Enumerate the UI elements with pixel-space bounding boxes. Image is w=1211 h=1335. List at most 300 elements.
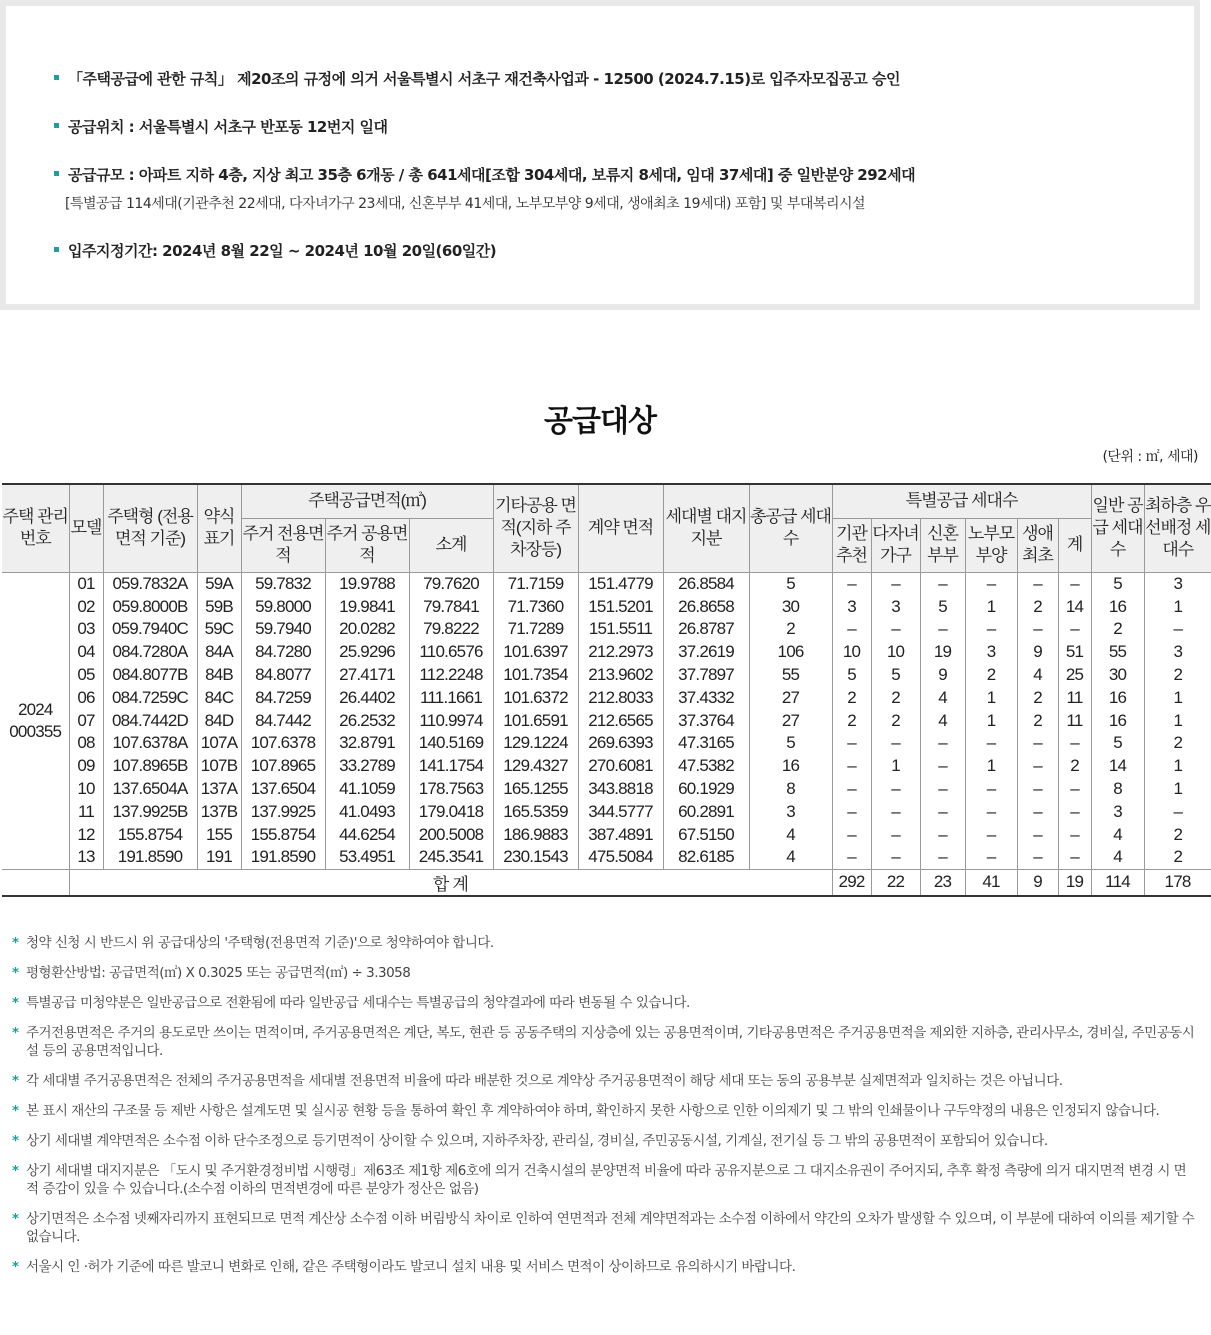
table-cell: 2 bbox=[1058, 755, 1091, 778]
header-special-supply: 특별공급 세대수 bbox=[832, 484, 1091, 518]
note-item bbox=[12, 1162, 1196, 1198]
table-cell: – bbox=[1017, 572, 1058, 595]
table-cell: – bbox=[1017, 778, 1058, 801]
table-row bbox=[2, 686, 1211, 709]
header-model: 모델 bbox=[69, 484, 103, 572]
table-cell: 101.6591 bbox=[493, 709, 578, 732]
table-cell: 165.5359 bbox=[493, 800, 578, 823]
table-cell: 137A bbox=[197, 778, 241, 801]
table-cell: 137.9925B bbox=[103, 800, 197, 823]
info-approval: 「주택공급에 관한 규칙」 제20조의 규정에 의거 서울특별시 서초구 재건축사업과 - 12500 (2024.7.15)로 입주자모집공고 승인 bbox=[54, 68, 900, 89]
table-cell: – bbox=[920, 618, 965, 641]
asterisk-icon: * bbox=[12, 1103, 19, 1119]
note-text: 상기 세대별 계약면적은 소수점 이하 단수조정으로 등기면적이 상이할 수 있으며, 지하주차장, 관리실, 경비실, 주민공동시설, 기계실, 전기실 등 그 밖의 공용면적이 포함되어 있습니다. bbox=[26, 1133, 1048, 1149]
table-cell: 11 bbox=[1058, 686, 1091, 709]
table-cell: 165.1255 bbox=[493, 778, 578, 801]
table-cell: 32.8791 bbox=[325, 732, 409, 755]
table-cell: 1 bbox=[1144, 595, 1211, 618]
asterisk-icon: * bbox=[12, 995, 19, 1011]
table-cell: 71.7360 bbox=[493, 595, 578, 618]
total-cell: 22 bbox=[871, 869, 920, 896]
note-text: 각 세대별 주거공용면적은 전체의 주거공용면적을 세대별 전용면적 비율에 따라 배분한 것으로 계약상 주거공용면적이 해당 세대 또는 동의 공용부분 실제면적과 일치하는 것은 아닙니다. bbox=[26, 1073, 1063, 1089]
table-cell: – bbox=[1017, 732, 1058, 755]
total-cell: 19 bbox=[1058, 869, 1091, 896]
table-cell: 107.6378 bbox=[241, 732, 325, 755]
table-cell: 101.6372 bbox=[493, 686, 578, 709]
header-subtotal: 소계 bbox=[409, 518, 493, 572]
table-cell: 2 bbox=[832, 709, 871, 732]
table-cell: 084.7442D bbox=[103, 709, 197, 732]
table-cell: 55 bbox=[1091, 641, 1144, 664]
header-common-area: 주거 공용면적 bbox=[325, 518, 409, 572]
header-exclusive-area: 주거 전용면적 bbox=[241, 518, 325, 572]
table-cell: 5 bbox=[749, 732, 832, 755]
header-lowest-floor: 최하층 우선배정 세대수 bbox=[1144, 484, 1211, 572]
note-item bbox=[12, 1024, 1196, 1060]
table-cell: 2 bbox=[871, 686, 920, 709]
table-cell: 82.6185 bbox=[663, 846, 749, 869]
table-cell: 5 bbox=[749, 572, 832, 595]
table-cell: 04 bbox=[69, 641, 103, 664]
table-cell: 107B bbox=[197, 755, 241, 778]
table-cell: – bbox=[832, 846, 871, 869]
table-cell: 178.7563 bbox=[409, 778, 493, 801]
table-cell: 387.4891 bbox=[578, 823, 663, 846]
table-cell: 59A bbox=[197, 572, 241, 595]
table-cell: – bbox=[871, 800, 920, 823]
table-cell: 3 bbox=[832, 595, 871, 618]
table-cell: 55 bbox=[749, 664, 832, 687]
table-cell: 151.5511 bbox=[578, 618, 663, 641]
table-cell: – bbox=[1058, 732, 1091, 755]
info-scale: 공급규모 : 아파트 지하 4층, 지상 최고 35층 6개동 / 총 641세대[조합 304세대, 보류지 8세대, 임대 37세대] 중 일반분양 292세대 bbox=[54, 164, 915, 185]
table-cell: 16 bbox=[1091, 709, 1144, 732]
table-cell: – bbox=[832, 755, 871, 778]
table-cell: 84B bbox=[197, 664, 241, 687]
table-cell: 129.4327 bbox=[493, 755, 578, 778]
table-cell: 107.8965 bbox=[241, 755, 325, 778]
table-cell: 01 bbox=[69, 572, 103, 595]
table-cell: – bbox=[965, 823, 1017, 846]
table-row bbox=[2, 572, 1211, 595]
table-row bbox=[2, 800, 1211, 823]
supply-table bbox=[2, 483, 1211, 897]
table-cell: 155 bbox=[197, 823, 241, 846]
table-cell: 41.1059 bbox=[325, 778, 409, 801]
table-cell: 27.4171 bbox=[325, 664, 409, 687]
table-cell: 110.9974 bbox=[409, 709, 493, 732]
note-item bbox=[12, 994, 1196, 1012]
note-text: 상기 세대별 대지지분은 「도시 및 주거환경정비법 시행령」제63조 제1항 제6호에 의거 건축시설의 분양면적 비율에 따라 공유지분으로 그 대지소유권이 주어지되, 추후 확정 측량에 의거 대지면적 변경 시 면적 증감이 있을 수 있습니다.(소수점 이하의 면적변경에 따른 분양가 정산은 없음) bbox=[26, 1163, 1187, 1197]
note-item bbox=[12, 1102, 1196, 1120]
table-cell: 2 bbox=[749, 618, 832, 641]
table-cell: – bbox=[965, 732, 1017, 755]
table-cell: – bbox=[1058, 846, 1091, 869]
table-cell: 110.6576 bbox=[409, 641, 493, 664]
table-cell: 2 bbox=[871, 709, 920, 732]
table-cell: 20.0282 bbox=[325, 618, 409, 641]
table-cell: 05 bbox=[69, 664, 103, 687]
table-cell: 53.4951 bbox=[325, 846, 409, 869]
table-cell: 191 bbox=[197, 846, 241, 869]
note-text: 상기면적은 소수점 넷째자리까지 표현되므로 면적 계산상 소수점 이하 버림방식 차이로 인하여 연면적과 전체 계약면적과는 소수점 이하에서 약간의 오차가 발생할 수 있으며, 이 부분에 대하여 이의를 제기할 수 없습니다. bbox=[26, 1211, 1195, 1245]
note-text: 청약 신청 시 반드시 위 공급대상의 '주택형(전용면적 기준)'으로 청약하여야 합니다. bbox=[26, 935, 494, 951]
table-row bbox=[2, 755, 1211, 778]
table-cell: 1 bbox=[871, 755, 920, 778]
table-row bbox=[2, 823, 1211, 846]
table-cell: 26.2532 bbox=[325, 709, 409, 732]
table-cell: – bbox=[1017, 846, 1058, 869]
asterisk-icon: * bbox=[12, 935, 19, 951]
header-contract-area: 계약 면적 bbox=[578, 484, 663, 572]
table-cell: 14 bbox=[1058, 595, 1091, 618]
table-cell: 179.0418 bbox=[409, 800, 493, 823]
table-cell: 140.5169 bbox=[409, 732, 493, 755]
header-first-time: 생애 최초 bbox=[1017, 518, 1058, 572]
table-cell: 059.7832A bbox=[103, 572, 197, 595]
table-cell: 8 bbox=[749, 778, 832, 801]
table-cell: 67.5150 bbox=[663, 823, 749, 846]
table-cell: 191.8590 bbox=[241, 846, 325, 869]
table-cell: 26.8787 bbox=[663, 618, 749, 641]
table-cell: 47.3165 bbox=[663, 732, 749, 755]
table-cell: 84.8077 bbox=[241, 664, 325, 687]
table-cell: 10 bbox=[832, 641, 871, 664]
note-item bbox=[12, 1072, 1196, 1090]
table-cell: 59C bbox=[197, 618, 241, 641]
table-cell: 2 bbox=[1144, 732, 1211, 755]
table-cell: 2 bbox=[1144, 846, 1211, 869]
table-cell: 26.4402 bbox=[325, 686, 409, 709]
asterisk-icon: * bbox=[12, 1025, 19, 1041]
header-housing-type: 주택형 (전용면적 기준) bbox=[103, 484, 197, 572]
table-cell: – bbox=[871, 618, 920, 641]
table-cell: 25.9296 bbox=[325, 641, 409, 664]
table-cell: 269.6393 bbox=[578, 732, 663, 755]
table-cell: 107.6378A bbox=[103, 732, 197, 755]
table-cell: 4 bbox=[749, 846, 832, 869]
table-cell: – bbox=[871, 778, 920, 801]
info-panel bbox=[6, 6, 1194, 304]
table-row bbox=[2, 595, 1211, 618]
table-cell: – bbox=[1017, 823, 1058, 846]
table-cell: 10 bbox=[69, 778, 103, 801]
table-cell: 1 bbox=[1144, 686, 1211, 709]
table-cell: 5 bbox=[871, 664, 920, 687]
table-cell: 60.1929 bbox=[663, 778, 749, 801]
table-cell: 09 bbox=[69, 755, 103, 778]
table-cell: – bbox=[871, 823, 920, 846]
header-mgmt-no: 주택 관리번호 bbox=[2, 484, 69, 572]
asterisk-icon: * bbox=[12, 1259, 19, 1275]
table-cell: 79.8222 bbox=[409, 618, 493, 641]
table-cell: – bbox=[832, 800, 871, 823]
header-elderly-parent: 노부모 부양 bbox=[965, 518, 1017, 572]
table-cell: 84.7259 bbox=[241, 686, 325, 709]
table-cell: 71.7289 bbox=[493, 618, 578, 641]
table-cell: 37.4332 bbox=[663, 686, 749, 709]
note-item bbox=[12, 934, 1196, 952]
note-item bbox=[12, 1210, 1196, 1246]
header-special-sum: 계 bbox=[1058, 518, 1091, 572]
table-cell: 1 bbox=[965, 755, 1017, 778]
table-cell: 03 bbox=[69, 618, 103, 641]
table-cell: 41.0493 bbox=[325, 800, 409, 823]
table-cell: 101.6397 bbox=[493, 641, 578, 664]
table-cell: 2 bbox=[1144, 823, 1211, 846]
table-cell: – bbox=[920, 800, 965, 823]
note-text: 주거전용면적은 주거의 용도로만 쓰이는 면적이며, 주거공용면적은 계단, 복도, 현관 등 공동주택의 지상층에 있는 공용면적이며, 기타공용면적은 주거공용면적을 제외한 지하층, 관리사무소, 경비실, 주민공동시설 등의 공용면적입니다. bbox=[26, 1025, 1195, 1059]
table-cell: 30 bbox=[1091, 664, 1144, 687]
table-cell: – bbox=[920, 823, 965, 846]
table-cell: – bbox=[1017, 755, 1058, 778]
header-institution: 기관 추천 bbox=[832, 518, 871, 572]
table-cell: 2 bbox=[1091, 618, 1144, 641]
table-cell: 84D bbox=[197, 709, 241, 732]
table-cell: – bbox=[1144, 800, 1211, 823]
asterisk-icon: * bbox=[12, 1163, 19, 1179]
table-cell: 71.7159 bbox=[493, 572, 578, 595]
table-cell: 26.8658 bbox=[663, 595, 749, 618]
total-cell: 23 bbox=[920, 869, 965, 896]
table-row bbox=[2, 732, 1211, 755]
table-cell: 212.8033 bbox=[578, 686, 663, 709]
table-body bbox=[2, 572, 1211, 896]
table-cell: 79.7841 bbox=[409, 595, 493, 618]
table-cell: 137.9925 bbox=[241, 800, 325, 823]
cell-mgmt-no bbox=[2, 572, 69, 869]
table-cell: 155.8754 bbox=[241, 823, 325, 846]
table-cell: 059.7940C bbox=[103, 618, 197, 641]
note-text: 특별공급 미청약분은 일반공급으로 전환됨에 따라 일반공급 세대수는 특별공급의 청약결과에 따라 변동될 수 있습니다. bbox=[26, 995, 690, 1011]
header-supply-area: 주택공급면적(㎡) bbox=[241, 484, 493, 518]
info-move-in: 입주지정기간: 2024년 8월 22일 ~ 2024년 10월 20일(60일간) bbox=[54, 240, 496, 261]
table-cell: 084.8077B bbox=[103, 664, 197, 687]
table-cell: 1 bbox=[1144, 755, 1211, 778]
table-cell: 27 bbox=[749, 709, 832, 732]
table-cell: 2 bbox=[1017, 686, 1058, 709]
table-cell: – bbox=[920, 572, 965, 595]
table-cell: 25 bbox=[1058, 664, 1091, 687]
table-cell: 12 bbox=[69, 823, 103, 846]
table-cell: 151.5201 bbox=[578, 595, 663, 618]
table-cell: – bbox=[965, 778, 1017, 801]
table-cell: – bbox=[1058, 823, 1091, 846]
table-cell: 16 bbox=[1091, 595, 1144, 618]
table-cell: – bbox=[920, 846, 965, 869]
table-cell: 200.5008 bbox=[409, 823, 493, 846]
table-cell: 8 bbox=[1091, 778, 1144, 801]
table-cell: 3 bbox=[965, 641, 1017, 664]
table-cell: 79.7620 bbox=[409, 572, 493, 595]
bullet-icon bbox=[54, 75, 59, 80]
note-item bbox=[12, 964, 1196, 982]
table-cell: 84.7280 bbox=[241, 641, 325, 664]
total-row bbox=[2, 869, 1211, 896]
table-cell: – bbox=[965, 618, 1017, 641]
bullet-icon bbox=[54, 247, 59, 252]
table-cell: – bbox=[1017, 800, 1058, 823]
note-text: 본 표시 재산의 구조물 등 제반 사항은 설계도면 및 실시공 현황 등을 통하여 확인 후 계약하여야 하며, 확인하지 못한 사항으로 인한 이의제기 및 그 밖의 인쇄물이나 구두약정의 내용은 인정되지 않습니다. bbox=[26, 1103, 1160, 1119]
table-cell: 129.1224 bbox=[493, 732, 578, 755]
table-cell: 151.4779 bbox=[578, 572, 663, 595]
table-row bbox=[2, 778, 1211, 801]
table-cell: 14 bbox=[1091, 755, 1144, 778]
table-cell: 3 bbox=[1091, 800, 1144, 823]
table-cell: 11 bbox=[69, 800, 103, 823]
info-scale-detail: [특별공급 114세대(기관추천 22세대, 다자녀가구 23세대, 신혼부부 41세대, 노부모부양 9세대, 생애최초 19세대) 포함] 및 부대복리시설 bbox=[65, 196, 866, 212]
table-cell: 37.3764 bbox=[663, 709, 749, 732]
table-cell: 2 bbox=[1144, 664, 1211, 687]
table-cell: 4 bbox=[749, 823, 832, 846]
asterisk-icon: * bbox=[12, 965, 19, 981]
table-cell: 84.7442 bbox=[241, 709, 325, 732]
table-cell: 47.5382 bbox=[663, 755, 749, 778]
table-cell: 3 bbox=[1144, 572, 1211, 595]
table-cell: 30 bbox=[749, 595, 832, 618]
table-cell: – bbox=[1058, 778, 1091, 801]
table-cell: – bbox=[1058, 572, 1091, 595]
table-cell: 59B bbox=[197, 595, 241, 618]
table-cell: 5 bbox=[832, 664, 871, 687]
table-cell: 155.8754 bbox=[103, 823, 197, 846]
table-cell: 107A bbox=[197, 732, 241, 755]
table-row bbox=[2, 641, 1211, 664]
table-cell: 11 bbox=[1058, 709, 1091, 732]
table-cell: 10 bbox=[871, 641, 920, 664]
bullet-icon bbox=[54, 171, 59, 176]
table-cell: – bbox=[832, 778, 871, 801]
table-cell: – bbox=[965, 846, 1017, 869]
table-cell: – bbox=[871, 732, 920, 755]
table-cell: – bbox=[832, 823, 871, 846]
table-cell: 2 bbox=[1017, 595, 1058, 618]
table-cell: 44.6254 bbox=[325, 823, 409, 846]
table-cell: – bbox=[1058, 618, 1091, 641]
total-cell: 9 bbox=[1017, 869, 1058, 896]
table-cell: 37.7897 bbox=[663, 664, 749, 687]
table-cell: 191.8590 bbox=[103, 846, 197, 869]
table-cell: 4 bbox=[920, 709, 965, 732]
table-cell: 4 bbox=[920, 686, 965, 709]
table-cell: 213.9602 bbox=[578, 664, 663, 687]
note-text: 평형환산방법: 공급면적(㎡) X 0.3025 또는 공급면적(㎡) ÷ 3.3058 bbox=[26, 965, 411, 981]
section-title: 공급대상 bbox=[544, 404, 656, 439]
total-cell: 292 bbox=[832, 869, 871, 896]
table-cell: 1 bbox=[965, 595, 1017, 618]
asterisk-icon: * bbox=[12, 1073, 19, 1089]
table-cell: 19.9788 bbox=[325, 572, 409, 595]
table-cell: 4 bbox=[1091, 823, 1144, 846]
table-cell: 084.7280A bbox=[103, 641, 197, 664]
note-item bbox=[12, 1132, 1196, 1150]
table-cell: 5 bbox=[920, 595, 965, 618]
table-cell: 137B bbox=[197, 800, 241, 823]
table-cell: 2 bbox=[1017, 709, 1058, 732]
table-cell: 59.8000 bbox=[241, 595, 325, 618]
table-cell: – bbox=[965, 800, 1017, 823]
asterisk-icon: * bbox=[12, 1211, 19, 1227]
table-cell: 19 bbox=[920, 641, 965, 664]
table-cell: – bbox=[965, 572, 1017, 595]
table-cell: 59.7832 bbox=[241, 572, 325, 595]
table-row bbox=[2, 709, 1211, 732]
table-cell: – bbox=[1144, 618, 1211, 641]
table-cell: 02 bbox=[69, 595, 103, 618]
total-label: 합 계 bbox=[69, 869, 832, 896]
table-cell: 270.6081 bbox=[578, 755, 663, 778]
header-general-supply: 일반 공급 세대수 bbox=[1091, 484, 1144, 572]
table-cell: – bbox=[1017, 618, 1058, 641]
table-cell: 16 bbox=[749, 755, 832, 778]
info-box bbox=[0, 0, 1200, 310]
table-cell: 5 bbox=[1091, 732, 1144, 755]
table-cell: 1 bbox=[1144, 778, 1211, 801]
header-other-common: 기타공용 면적(지하 주차장등) bbox=[493, 484, 578, 572]
table-cell: – bbox=[871, 572, 920, 595]
table-cell: 106 bbox=[749, 641, 832, 664]
total-cell: 178 bbox=[1144, 869, 1211, 896]
mgmt-no-line1: 2024 bbox=[17, 699, 53, 719]
table-cell: 344.5777 bbox=[578, 800, 663, 823]
table-cell: 9 bbox=[1017, 641, 1058, 664]
table-cell: 84A bbox=[197, 641, 241, 664]
table-cell: – bbox=[920, 778, 965, 801]
table-cell: 1 bbox=[1144, 709, 1211, 732]
table-cell: 3 bbox=[1144, 641, 1211, 664]
note-text: 서울시 인 ·허가 기준에 따른 발코니 변화로 인해, 같은 주택형이라도 발코니 설치 내용 및 서비스 면적이 상이하므로 유의하시기 바랍니다. bbox=[26, 1259, 796, 1275]
table-cell: 101.7354 bbox=[493, 664, 578, 687]
table-cell: – bbox=[832, 572, 871, 595]
notes-list bbox=[12, 934, 1196, 1288]
table-cell: 16 bbox=[1091, 686, 1144, 709]
table-cell: 3 bbox=[749, 800, 832, 823]
header-land-share: 세대별 대지지분 bbox=[663, 484, 749, 572]
table-cell: 07 bbox=[69, 709, 103, 732]
header-total-supply: 총공급 세대수 bbox=[749, 484, 832, 572]
table-cell: 4 bbox=[1017, 664, 1058, 687]
table-cell: 26.8584 bbox=[663, 572, 749, 595]
table-cell: 2 bbox=[965, 664, 1017, 687]
table-cell: 1 bbox=[965, 686, 1017, 709]
table-cell: 3 bbox=[871, 595, 920, 618]
asterisk-icon: * bbox=[12, 1133, 19, 1149]
table-cell: 245.3541 bbox=[409, 846, 493, 869]
unit-label: (단위 : ㎡, 세대) bbox=[1102, 449, 1198, 465]
table-cell: 51 bbox=[1058, 641, 1091, 664]
table-cell: 06 bbox=[69, 686, 103, 709]
table-cell: 137.6504A bbox=[103, 778, 197, 801]
total-blank-cell bbox=[2, 869, 69, 896]
note-item bbox=[12, 1258, 1196, 1276]
table-cell: 59.7940 bbox=[241, 618, 325, 641]
table-cell: 2 bbox=[832, 686, 871, 709]
table-cell: 4 bbox=[1091, 846, 1144, 869]
table-cell: – bbox=[871, 846, 920, 869]
table-cell: 84C bbox=[197, 686, 241, 709]
table-cell: – bbox=[920, 755, 965, 778]
table-row bbox=[2, 846, 1211, 869]
table-cell: – bbox=[832, 618, 871, 641]
table-cell: 141.1754 bbox=[409, 755, 493, 778]
table-cell: 230.1543 bbox=[493, 846, 578, 869]
table-cell: 1 bbox=[965, 709, 1017, 732]
table-cell: 5 bbox=[1091, 572, 1144, 595]
table-row bbox=[2, 618, 1211, 641]
table-cell: 60.2891 bbox=[663, 800, 749, 823]
header-multi-child: 다자녀 가구 bbox=[871, 518, 920, 572]
total-cell: 114 bbox=[1091, 869, 1144, 896]
